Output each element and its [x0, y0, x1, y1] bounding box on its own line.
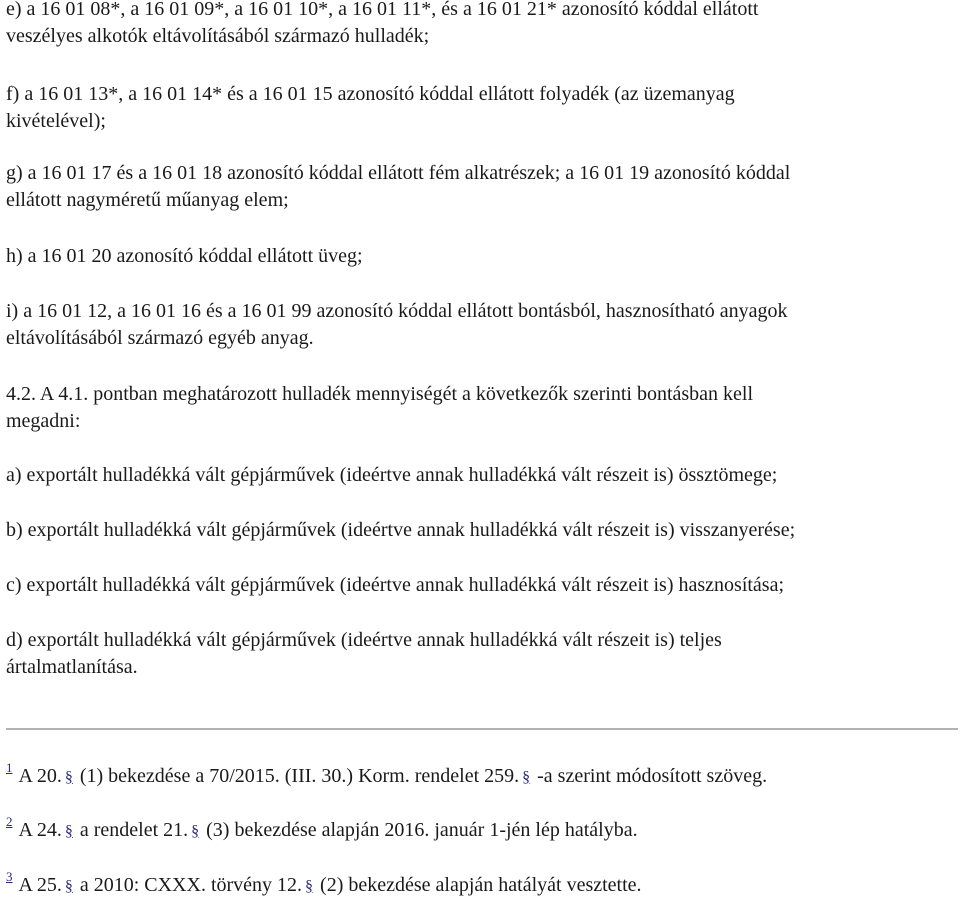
- footnote-1: $^1$ A 20. § (1) bekezdése a 70/2015. (III. 30.) Korm. rendelet 259. § -a szerint módosított szöveg.: [6, 763, 767, 791]
- section-link[interactable]: §: [191, 823, 200, 840]
- paragraph-b: b) exportált hulladékká vált gépjárművek (ideértve annak hulladékká vált részeit is) visszanyerése;: [6, 519, 796, 541]
- section-link[interactable]: §: [64, 823, 73, 840]
- footnote-2-link[interactable]: 2: [6, 814, 13, 829]
- paragraph-g: g) a 16 01 17 és a 16 01 18 azonosító kóddal ellátott fém alkatrészek; a 16 01 19 azonosító kóddal ellátott nagyméretű műanyag elem;: [6, 162, 791, 211]
- footnote-3: $^3$ A 25. § a 2010: CXXX. törvény 12. § (2) bekezdése alapján hatályát vesztette.: [6, 872, 642, 900]
- paragraph-c: c) exportált hulladékká vált gépjárművek (ideértve annak hulladékká vált részeit is) hasznosítása;: [6, 574, 785, 596]
- paragraph-a: a) exportált hulladékká vált gépjárművek (ideértve annak hulladékká vált részeit is) össztömege;: [6, 464, 778, 486]
- footnote-2: $^2$ A 24. § a rendelet 21. § (3) bekezdése alapján 2016. január 1-jén lép hatályba.: [6, 817, 638, 845]
- section-link[interactable]: §: [64, 769, 73, 786]
- paragraph-f: f) a 16 01 13*, a 16 01 14* és a 16 01 15 azonosító kóddal ellátott folyadék (az üzemanyag kivételével);: [6, 83, 735, 132]
- footnote-3-link[interactable]: 3: [6, 869, 13, 884]
- paragraph-e: e) a 16 01 08*, a 16 01 09*, a 16 01 10*, a 16 01 11*, és a 16 01 21* azonosító kóddal ellátott veszélyes alkotók eltávolításából származó hulladék;: [6, 0, 759, 47]
- paragraph-d: d) exportált hulladékká vált gépjárművek (ideértve annak hulladékká vált részeit is) teljes ártalmatlanítása.: [6, 629, 722, 678]
- section-link[interactable]: §: [305, 878, 314, 895]
- paragraph-4-2: 4.2. A 4.1. pontban meghatározott hulladék mennyiségét a következők szerinti bontásban kell megadni:: [6, 383, 754, 432]
- section-link[interactable]: §: [64, 878, 73, 895]
- paragraph-h: h) a 16 01 20 azonosító kóddal ellátott üveg;: [6, 245, 363, 267]
- paragraph-i: i) a 16 01 12, a 16 01 16 és a 16 01 99 azonosító kóddal ellátott bontásból, hasznosítható anyagok eltávolításából származó egyéb anyag.: [6, 300, 788, 349]
- section-link[interactable]: §: [522, 769, 531, 786]
- footnote-1-link[interactable]: 1: [6, 760, 13, 775]
- footnote-divider: [6, 728, 958, 730]
